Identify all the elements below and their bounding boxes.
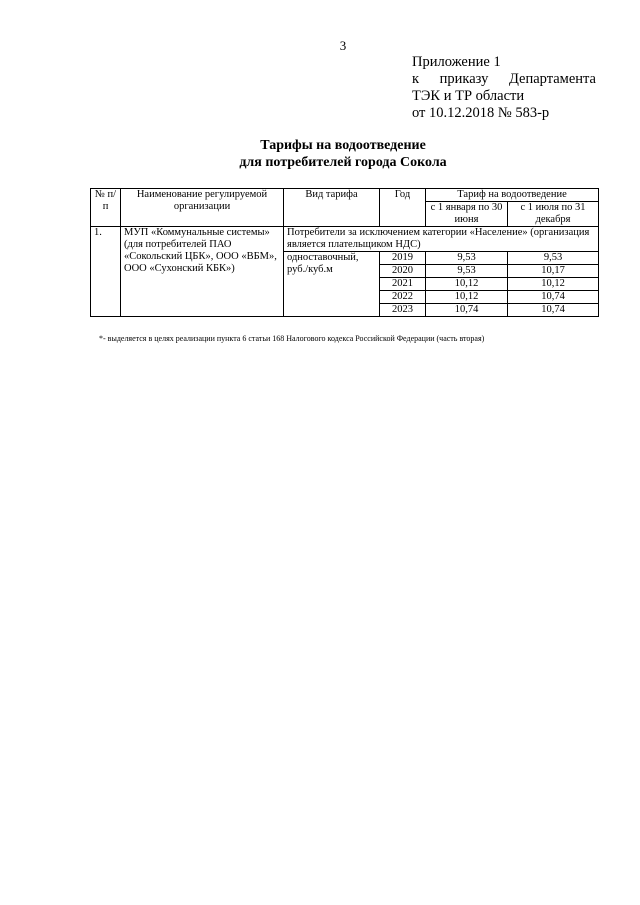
document-title bbox=[0, 137, 640, 171]
year-cell: 2021 bbox=[380, 278, 426, 291]
header-tariff: Тариф на водоотведение bbox=[426, 189, 599, 202]
header-org: Наименование регулируемой организации bbox=[121, 189, 284, 227]
page-number: 3 bbox=[339, 38, 347, 53]
appendix-line-1: Приложение 1 bbox=[412, 54, 501, 70]
title-line-1: Тарифы на водоотведение bbox=[260, 138, 426, 153]
header-year: Год bbox=[380, 189, 426, 227]
year-cell: 2019 bbox=[380, 252, 426, 265]
row-org: МУП «Коммунальные системы» (для потребителей ПАО «Сокольский ЦБК», ООО «ВБМ», ООО «Сухонский КБК») bbox=[121, 227, 284, 317]
value-cell: 10,74 bbox=[426, 304, 508, 317]
appendix-line-2 bbox=[412, 71, 596, 88]
year-cell: 2023 bbox=[380, 304, 426, 317]
tariff-table bbox=[90, 188, 599, 317]
value-cell: 10,74 bbox=[508, 304, 599, 317]
appendix-word: Департамента bbox=[508, 71, 596, 87]
table-row bbox=[91, 227, 599, 252]
year-cell: 2022 bbox=[380, 291, 426, 304]
value-cell: 9,53 bbox=[426, 252, 508, 265]
value-cell: 10,74 bbox=[508, 291, 599, 304]
footnote: *- выделяется в целях реализации пункта 6 статьи 168 Налогового кодекса Российской Федерации (часть вторая) bbox=[99, 334, 485, 343]
value-cell: 10,12 bbox=[426, 291, 508, 304]
value-cell: 10,12 bbox=[508, 278, 599, 291]
row-category: Потребители за исключением категории «Население» (организация является плательщиком НДС) bbox=[284, 227, 599, 252]
appendix-header bbox=[412, 54, 596, 122]
value-cell: 10,12 bbox=[426, 278, 508, 291]
value-cell: 10,17 bbox=[508, 265, 599, 278]
year-cell: 2020 bbox=[380, 265, 426, 278]
appendix-line-3: ТЭК и ТР области bbox=[412, 88, 525, 104]
appendix-word: приказу bbox=[439, 71, 489, 87]
appendix-word: к bbox=[412, 71, 420, 87]
header-period-2: с 1 июля по 31 декабря bbox=[508, 202, 599, 227]
value-cell: 9,53 bbox=[426, 265, 508, 278]
row-tariff-type: одноставочный, руб./куб.м bbox=[284, 252, 380, 317]
header-row bbox=[91, 189, 599, 202]
header-type: Вид тарифа bbox=[284, 189, 380, 227]
value-cell: 9,53 bbox=[508, 252, 599, 265]
header-period-1: с 1 января по 30 июня bbox=[426, 202, 508, 227]
row-num: 1. bbox=[91, 227, 121, 317]
header-num: № п/п bbox=[91, 189, 121, 227]
appendix-line-4: от 10.12.2018 № 583-р bbox=[412, 105, 550, 121]
title-line-2: для потребителей города Сокола bbox=[239, 155, 447, 170]
